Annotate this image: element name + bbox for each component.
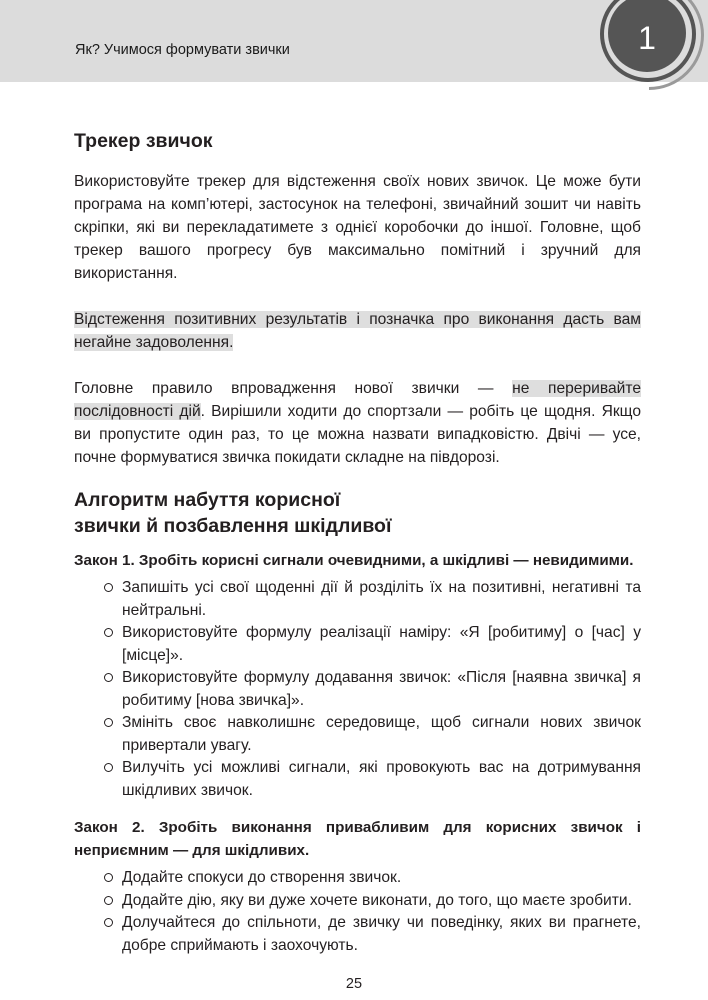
circle-bullet-icon xyxy=(104,628,113,637)
circle-bullet-icon xyxy=(104,718,113,727)
list-item: Змініть своє навколишнє середовище, щоб сигнали нових звичок привертали увагу. xyxy=(74,712,641,757)
circle-bullet-icon xyxy=(104,673,113,682)
list-item: Додайте дію, яку ви дуже хочете виконати, до того, що маєте зробити. xyxy=(74,890,641,913)
law-2-list xyxy=(74,867,641,957)
law-2-heading: Закон 2. Зробіть виконання привабливим для корисних звичок і неприємним — для шкідливих. xyxy=(74,819,641,859)
rule-text-end: . Вирішили ходити до спортзали — робіть це щодня. Якщо ви пропустите один раз, то це можна назвати випадковістю. Двічі — усе, почне формуватися звичка покидати складне на півдорозі. xyxy=(74,403,641,466)
list-item: Долучайтеся до спільноти, де звичку чи поведінку, яких ви прагнете, добре сприймають і заохочують. xyxy=(74,912,641,957)
law-1-heading: Закон 1. Зробіть корисні сигнали очевидними, а шкідливі — невидимими. xyxy=(74,552,634,569)
list-item: Додайте спокуси до створення звичок. xyxy=(74,867,641,890)
circle-bullet-icon xyxy=(104,873,113,882)
circle-bullet-icon xyxy=(104,583,113,592)
page-number: 25 xyxy=(345,976,363,992)
rule-text-start: Головне правило впровадження нової звички — xyxy=(74,380,513,397)
list-item: Використовуйте формулу додавання звичок: «Після [наявна звичка] я робитиму [нова звичка]». xyxy=(74,667,641,712)
circle-bullet-icon xyxy=(104,763,113,772)
highlighted-text: Відстеження позитивних результатів і позначка про виконання дасть вам негайне задоволення. xyxy=(74,311,641,351)
chapter-number: 1 xyxy=(638,19,656,56)
list-item: Запишіть усі свої щоденні дії й розділіть їх на позитивні, негативні та нейтральні. xyxy=(74,577,641,622)
section-heading-algorithm xyxy=(74,487,641,539)
algorithm-title-line2: звички й позбавлення шкідливої xyxy=(74,515,392,537)
algorithm-title-line1: Алгоритм набуття корисної xyxy=(74,489,341,511)
section-heading-tracker: Трекер звичок xyxy=(74,130,213,152)
circle-bullet-icon xyxy=(104,918,113,927)
rule-highlight: не переривайте послідовності дій xyxy=(74,380,641,420)
tracker-paragraph: Використовуйте трекер для відстеження своїх нових звичок. Це може бути програма на комп’ютері, застосунок на телефоні, звичайний зошит чи навіть скріпки, які ви перекладатимете з однієї коробочки до іншої. Головне, щоб трекер вашого прогресу був максимально помітний і зручний для використання. xyxy=(74,173,641,282)
running-title: Як? Учимося формувати звички xyxy=(75,42,290,58)
list-item: Використовуйте формулу реалізації наміру: «Я [робитиму] о [час] у [місце]». xyxy=(74,622,641,667)
highlight-paragraph xyxy=(74,308,641,354)
law-1-list xyxy=(74,577,641,802)
list-item: Вилучіть усі можливі сигнали, які провокують вас на дотримування шкідливих звичок. xyxy=(74,757,641,802)
page-body xyxy=(74,128,641,957)
circle-bullet-icon xyxy=(104,896,113,905)
rule-paragraph xyxy=(74,377,641,469)
